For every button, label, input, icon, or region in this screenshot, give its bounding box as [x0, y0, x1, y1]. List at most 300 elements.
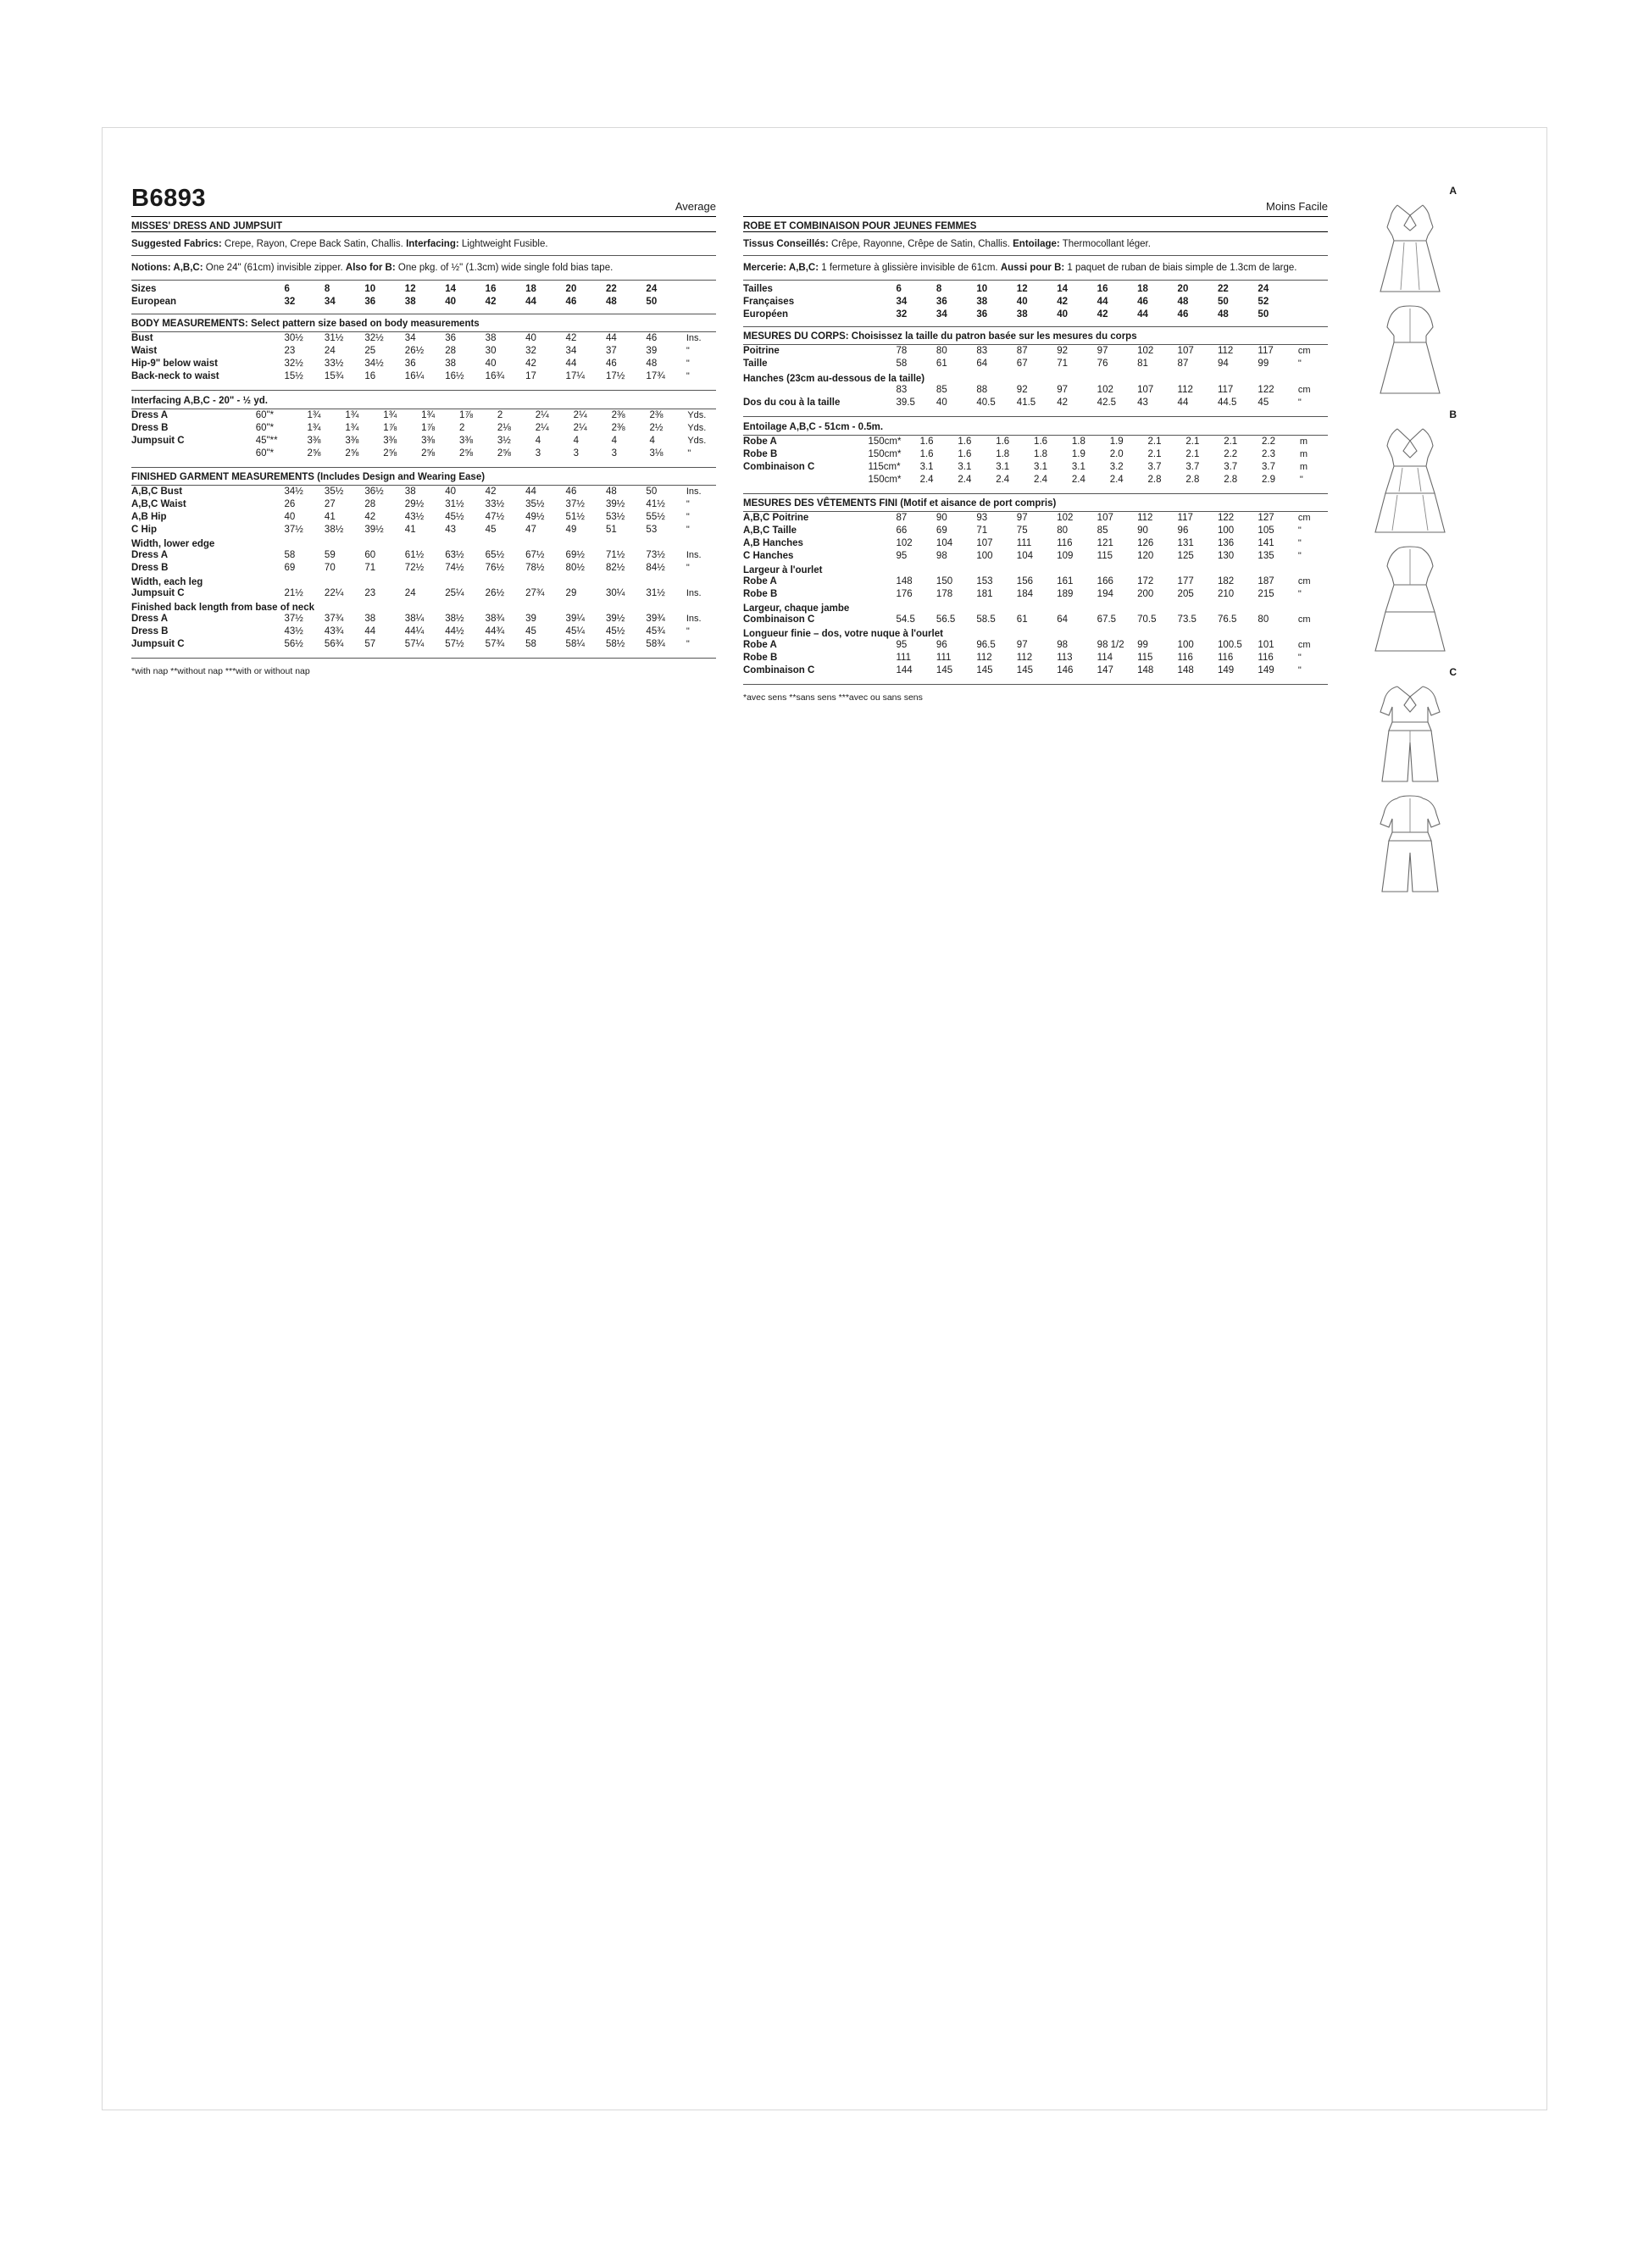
width-lower-table-fr — [743, 575, 1328, 601]
view-b-front — [1355, 420, 1457, 539]
cell: 76½ — [485, 563, 505, 574]
row-label: A,B,C Bust — [131, 486, 183, 498]
cell: 48 — [1177, 297, 1189, 308]
cell: 20 — [1177, 284, 1189, 295]
cell: 148 — [1137, 665, 1154, 676]
notions-label2-en: Also for B: — [345, 263, 396, 274]
hip-table-fr — [743, 384, 1328, 409]
row-label: Jumpsuit C — [131, 588, 185, 599]
view-a-front — [1355, 197, 1457, 298]
cell: 145 — [1016, 665, 1033, 676]
table-row — [743, 474, 1328, 486]
dress-b-back-illustration — [1363, 539, 1457, 658]
cell: 1⅞ — [421, 423, 436, 434]
table-row — [131, 511, 716, 524]
cell: 2.3 — [1262, 449, 1276, 460]
cell: 44 — [605, 333, 617, 344]
cell: 116 — [1217, 653, 1234, 664]
cell: 2¼ — [573, 423, 587, 434]
cell: 145 — [936, 665, 953, 676]
cell: 64 — [1057, 614, 1069, 625]
cell: 71 — [1057, 359, 1069, 370]
cell: 127 — [1258, 513, 1274, 524]
hip-heading-fr: Hanches (23cm au-dessous de la taille) — [743, 373, 925, 384]
table-row — [743, 537, 1328, 550]
cell: 50 — [1258, 309, 1269, 320]
cell: 44 — [1177, 397, 1189, 409]
cell: 104 — [1016, 551, 1033, 562]
row-label: A,B Hanches — [743, 538, 803, 549]
notions-text-fr: 1 fermeture à glissière invisible de 61cm. — [821, 263, 998, 274]
cell: 67.5 — [1097, 614, 1117, 625]
unit: Yds. — [687, 410, 707, 421]
notions-text-en: One 24" (61cm) invisible zipper. — [205, 263, 343, 274]
notions-rule-fr — [743, 280, 1328, 281]
cell: 2½ — [649, 423, 663, 434]
cell: 2¼ — [573, 410, 587, 421]
cell: 31½ — [445, 499, 464, 510]
finished-heading-en: FINISHED GARMENT MEASUREMENTS (Includes Design and Wearing Ease) — [131, 471, 486, 482]
cell: 2.4 — [996, 475, 1010, 486]
unit: cm — [1297, 385, 1311, 396]
width-lower-heading-fr: Largeur à l'ourlet — [743, 564, 823, 575]
row-label: Tailles — [743, 284, 773, 295]
cell: 30½ — [284, 333, 303, 344]
unit: " — [687, 448, 691, 459]
view-c-group — [1355, 666, 1457, 898]
cell: 107 — [1177, 346, 1194, 357]
row-label: Taille — [743, 359, 768, 370]
cell: 148 — [896, 576, 913, 587]
table-row — [743, 296, 1328, 309]
cell: 75 — [1016, 525, 1028, 536]
cell: 34 — [565, 346, 577, 357]
cell: 14 — [445, 284, 457, 295]
cell: 3.2 — [1109, 462, 1124, 473]
cell: 27¾ — [525, 588, 545, 599]
cell: 148 — [1177, 665, 1194, 676]
cell: 46 — [565, 486, 577, 498]
row-label: Back-neck to waist — [131, 371, 219, 382]
cell: 2.4 — [1109, 475, 1124, 486]
row-label: A,B Hip — [131, 512, 167, 523]
cell: 3⅜ — [383, 436, 397, 447]
unit: " — [1297, 397, 1302, 409]
notions-rule-en — [131, 280, 716, 281]
cell: 43½ — [404, 512, 425, 523]
cell: 3⅜ — [459, 436, 473, 447]
notions-line-fr — [743, 261, 1328, 275]
cell: 45 — [1258, 397, 1269, 409]
cell: 122 — [1258, 385, 1274, 396]
cell: 39 — [646, 346, 658, 357]
cell: 58¾ — [646, 639, 665, 650]
table-row — [131, 625, 716, 638]
cell: 97 — [1057, 385, 1069, 396]
fabrics-rule-fr — [743, 255, 1328, 256]
cell: 32½ — [364, 333, 384, 344]
cell: 38 — [1016, 309, 1028, 320]
cell: 34 — [896, 297, 908, 308]
cell: 42 — [1057, 297, 1069, 308]
cell: 2.1 — [1185, 449, 1200, 460]
cell: 54.5 — [896, 614, 915, 625]
english-column — [131, 185, 716, 907]
cell: 1.6 — [996, 436, 1010, 447]
cell: 58½ — [605, 639, 625, 650]
cell: 2.1 — [1224, 436, 1238, 447]
cell: 92 — [1057, 346, 1069, 357]
cell: 102 — [896, 538, 913, 549]
cell: 200 — [1137, 589, 1154, 600]
fabrics-line-en — [131, 237, 716, 251]
cell: 38 — [404, 297, 416, 308]
cell: 71 — [976, 525, 988, 536]
cell: 135 — [1258, 551, 1274, 562]
cell: 48 — [646, 359, 658, 370]
cell: 2¼ — [535, 423, 549, 434]
cell: 3.1 — [996, 462, 1010, 473]
cell: 72½ — [404, 563, 425, 574]
backlength-table-fr — [743, 639, 1328, 677]
cell: 2⅝ — [345, 448, 359, 459]
cell: 98 1/2 — [1097, 640, 1124, 651]
cell: 46 — [605, 359, 617, 370]
fabric-width: 150cm* — [868, 436, 902, 447]
cell: 64 — [976, 359, 988, 370]
cell: 2⅜ — [611, 423, 625, 434]
cell: 84½ — [646, 563, 665, 574]
cell: 46 — [1137, 297, 1148, 308]
cell: 44 — [525, 297, 536, 308]
cell: 35½ — [324, 486, 344, 498]
cell: 40.5 — [976, 397, 996, 409]
cell: 57½ — [445, 639, 464, 650]
cell: 46 — [646, 333, 658, 344]
row-label: Dress A — [131, 550, 169, 561]
row-label — [743, 384, 896, 397]
cell: 12 — [1016, 284, 1028, 295]
fabric-width: 60"* — [255, 423, 275, 434]
cell: 3½ — [497, 436, 511, 447]
cell: 3 — [611, 448, 617, 459]
cell: 82½ — [605, 563, 625, 574]
unit: " — [1297, 665, 1302, 676]
interfacing-text-fr: Thermocollant léger. — [1062, 239, 1151, 249]
row-label — [131, 447, 256, 460]
cell: 90 — [936, 513, 947, 524]
cell: 149 — [1258, 665, 1274, 676]
fabrics-line-fr — [743, 237, 1328, 251]
cell: 17¼ — [565, 371, 585, 382]
cell: 181 — [976, 589, 993, 600]
unit: Ins. — [686, 614, 702, 625]
cell: 147 — [1097, 665, 1113, 676]
cell: 3.7 — [1147, 462, 1162, 473]
cell: 4 — [611, 436, 617, 447]
cell: 109 — [1057, 551, 1074, 562]
table-row — [131, 587, 716, 600]
row-label: Robe B — [743, 449, 778, 460]
table-row — [743, 397, 1328, 409]
body-meas-heading-fr: MESURES DU CORPS: Choisissez la taille du patron basée sur les mesures du corps — [743, 331, 1137, 342]
cell: 81 — [1137, 359, 1148, 370]
cell: 61½ — [404, 550, 425, 561]
cell: 3⅜ — [307, 436, 321, 447]
cell: 111 — [896, 653, 911, 664]
finished-bottom-rule-en — [131, 658, 716, 659]
table-row — [131, 422, 716, 435]
cell: 156 — [1016, 576, 1033, 587]
cell: 10 — [364, 284, 376, 295]
row-label: Robe B — [743, 589, 778, 600]
footnote-en: *with nap **without nap ***with or without nap — [131, 665, 310, 676]
cell: 2.4 — [958, 475, 972, 486]
unit: " — [686, 499, 690, 510]
cell: 34½ — [364, 359, 384, 370]
cell: 125 — [1177, 551, 1194, 562]
cell: 117 — [1258, 346, 1274, 357]
table-row — [131, 345, 716, 358]
table-row — [743, 575, 1328, 588]
cell: 43¾ — [324, 626, 344, 637]
cell: 2.4 — [1034, 475, 1048, 486]
cell: 56¾ — [324, 639, 344, 650]
cell: 111 — [936, 653, 952, 664]
difficulty-en: Average — [675, 200, 716, 213]
cell: 93 — [976, 513, 988, 524]
cell: 120 — [1137, 551, 1154, 562]
body-measurements-table-fr — [743, 345, 1328, 370]
fabrics-text-fr: Crêpe, Rayonne, Crêpe de Satin, Challis. — [830, 239, 1010, 249]
cell: 38 — [404, 486, 416, 498]
cell: 102 — [1057, 513, 1074, 524]
cell: 3.1 — [1071, 462, 1085, 473]
cell: 45½ — [605, 626, 625, 637]
cell: 210 — [1217, 589, 1235, 600]
view-letter-a: A — [1449, 185, 1457, 197]
cell: 100 — [1217, 525, 1235, 536]
cell: 51½ — [565, 512, 585, 523]
cell: 114 — [1097, 653, 1113, 664]
cell: 63½ — [445, 550, 464, 561]
cell: 1¾ — [307, 423, 321, 434]
fabrics-label-fr: Tissus Conseillés: — [743, 239, 829, 249]
cell: 101 — [1258, 640, 1274, 651]
cell: 70 — [324, 563, 336, 574]
cell: 2.8 — [1147, 475, 1162, 486]
unit: " — [1297, 359, 1302, 370]
row-label — [743, 474, 868, 486]
cell: 44¼ — [404, 626, 425, 637]
cell: 2 — [497, 410, 503, 421]
cell: 3.1 — [1034, 462, 1048, 473]
cell: 56.5 — [936, 614, 956, 625]
unit: " — [1297, 551, 1302, 562]
unit: " — [1297, 525, 1302, 536]
view-a-group — [1355, 185, 1457, 400]
cell: 39¾ — [646, 614, 665, 625]
cell: 24 — [404, 588, 416, 599]
cell: 41.5 — [1016, 397, 1036, 409]
cell: 44¾ — [485, 626, 505, 637]
view-letter-b: B — [1449, 409, 1457, 420]
cell: 24 — [1258, 284, 1269, 295]
cell: 3⅛ — [649, 448, 663, 459]
unit: " — [686, 639, 690, 650]
cell: 4 — [573, 436, 580, 447]
cell: 32 — [896, 309, 908, 320]
cell: 104 — [936, 538, 953, 549]
cell: 2.1 — [1147, 449, 1162, 460]
cell: 3.7 — [1185, 462, 1200, 473]
row-label: Waist — [131, 346, 158, 357]
row-label: Dos du cou à la taille — [743, 397, 841, 409]
cell: 59 — [324, 550, 336, 561]
cell: 44.5 — [1217, 397, 1237, 409]
cell: 87 — [896, 513, 908, 524]
cell: 15¾ — [324, 371, 344, 382]
width-leg-heading-fr: Largeur, chaque jambe — [743, 603, 850, 614]
cell: 22 — [1217, 284, 1229, 295]
cell: 112 — [1137, 513, 1153, 524]
french-title: ROBE ET COMBINAISON POUR JEUNES FEMMES — [743, 221, 977, 231]
cell: 126 — [1137, 538, 1154, 549]
cell: 42 — [1097, 309, 1108, 320]
cell: 61 — [936, 359, 947, 370]
cell: 43 — [1137, 397, 1148, 409]
cell: 112 — [1177, 385, 1193, 396]
cell: 43 — [445, 525, 457, 536]
cell: 57 — [364, 639, 376, 650]
cell: 102 — [1097, 385, 1113, 396]
cell: 100 — [1177, 640, 1194, 651]
cell: 2.4 — [919, 475, 934, 486]
cell: 153 — [976, 576, 993, 587]
cell: 76.5 — [1217, 614, 1237, 625]
title-rule-fr — [743, 231, 1328, 232]
cell: 40 — [485, 359, 497, 370]
cell: 28 — [364, 499, 376, 510]
cell: 1¾ — [345, 423, 359, 434]
unit: cm — [1297, 346, 1311, 357]
dress-b-front-illustration — [1363, 420, 1457, 539]
cell: 48 — [605, 297, 617, 308]
cell: 36 — [445, 333, 457, 344]
finished-heading-fr: MESURES DES VÊTEMENTS FINI (Motif et aisance de port compris) — [743, 498, 1057, 509]
cell: 45 — [485, 525, 497, 536]
cell: 4 — [535, 436, 541, 447]
table-row — [131, 435, 716, 447]
french-column — [743, 185, 1328, 907]
cell: 95 — [896, 640, 908, 651]
cell: 116 — [1258, 653, 1274, 664]
cell: 35½ — [525, 499, 545, 510]
table-row — [131, 409, 716, 422]
cell: 96.5 — [976, 640, 996, 651]
row-label: Robe A — [743, 576, 777, 587]
row-label: A,B,C Waist — [131, 499, 186, 510]
row-label: Combinaison C — [743, 665, 815, 676]
cell: 184 — [1016, 589, 1033, 600]
cell: 36 — [976, 309, 988, 320]
table-row — [131, 332, 716, 345]
cell: 42 — [364, 512, 376, 523]
cell: 2.9 — [1262, 475, 1276, 486]
cell: 92 — [1016, 385, 1028, 396]
cell: 2.8 — [1224, 475, 1238, 486]
cell: 55½ — [646, 512, 665, 523]
cell: 111 — [1016, 538, 1032, 549]
cell: 149 — [1217, 665, 1235, 676]
fabric-width: 150cm* — [868, 475, 902, 486]
cell: 16½ — [445, 371, 464, 382]
jumpsuit-c-front-illustration — [1363, 678, 1457, 788]
cell: 42 — [1057, 397, 1069, 409]
row-label: Robe B — [743, 653, 778, 664]
body-measurements-table-en — [131, 332, 716, 383]
cell: 66 — [896, 525, 908, 536]
finished-table-en — [131, 486, 716, 536]
cell: 2⅝ — [421, 448, 436, 459]
unit: " — [686, 626, 690, 637]
row-label: Européen — [743, 309, 789, 320]
unit: Yds. — [687, 423, 707, 434]
width-leg-heading-en: Width, each leg — [131, 576, 203, 587]
table-row — [131, 549, 716, 562]
cell: 38¼ — [404, 614, 425, 625]
cell: 10 — [976, 284, 988, 295]
cell: 43½ — [284, 626, 303, 637]
cell: 144 — [896, 665, 913, 676]
cell: 71½ — [605, 550, 625, 561]
cell: 58.5 — [976, 614, 996, 625]
cell: 3.1 — [919, 462, 934, 473]
cell: 26½ — [485, 588, 505, 599]
backlength-table-en — [131, 613, 716, 651]
cell: 1⅞ — [459, 410, 473, 421]
cell: 97 — [1016, 640, 1028, 651]
fabric-width: 115cm* — [868, 462, 901, 473]
cell: 22 — [605, 284, 617, 295]
cell: 23 — [284, 346, 296, 357]
table-row — [743, 358, 1328, 370]
cell: 39¼ — [565, 614, 585, 625]
body-meas-bottom-rule-fr — [743, 416, 1328, 417]
unit: " — [686, 512, 690, 523]
cell: 116 — [1057, 538, 1073, 549]
table-row — [131, 613, 716, 625]
view-a-back — [1355, 298, 1457, 400]
cell: 3 — [573, 448, 580, 459]
cell: 2⅛ — [497, 423, 511, 434]
unit: " — [1297, 538, 1302, 549]
unit: " — [1299, 475, 1303, 486]
table-row — [743, 664, 1328, 677]
cell: 1¾ — [307, 410, 321, 421]
unit: cm — [1297, 640, 1311, 651]
cell: 58¼ — [565, 639, 585, 650]
cell: 37½ — [565, 499, 585, 510]
cell: 80 — [1057, 525, 1069, 536]
cell: 45½ — [445, 512, 464, 523]
row-label: Robe A — [743, 640, 777, 651]
cell: 70.5 — [1137, 614, 1157, 625]
cell: 136 — [1217, 538, 1235, 549]
body-meas-heading-en: BODY MEASUREMENTS: Select pattern size based on body measurements — [131, 318, 480, 329]
cell: 107 — [976, 538, 993, 549]
table-row — [743, 614, 1328, 626]
